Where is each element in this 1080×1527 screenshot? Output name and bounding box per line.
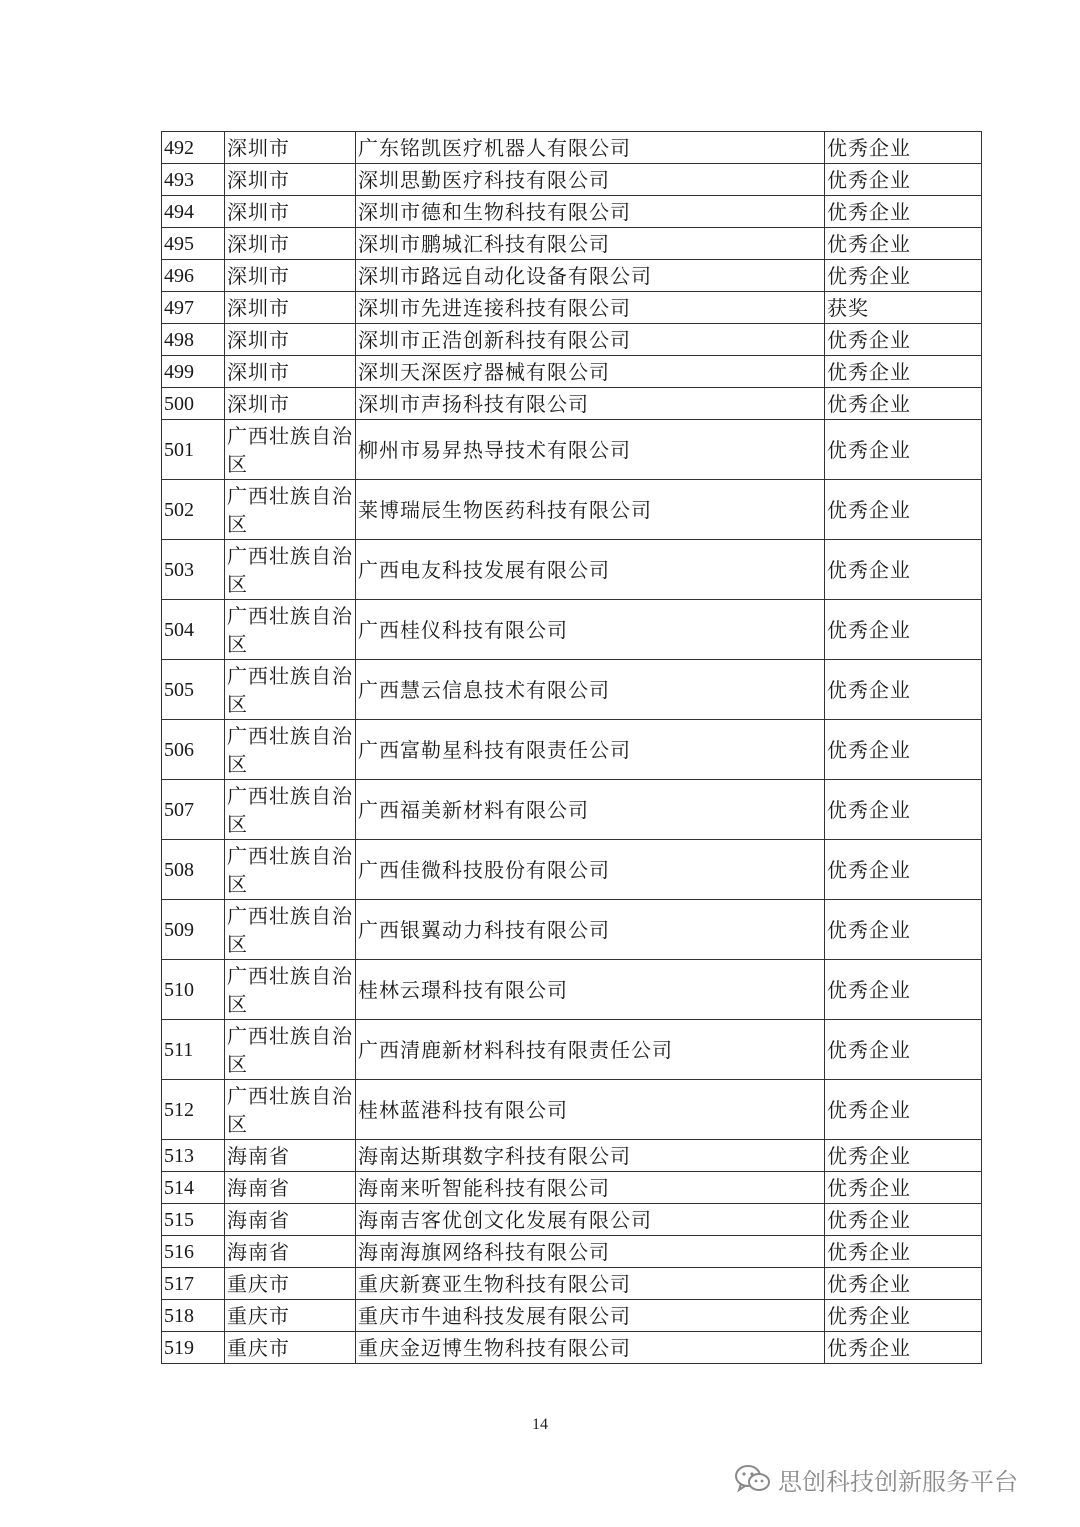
award-cell: 优秀企业 (825, 1300, 982, 1332)
table-row (162, 1020, 982, 1080)
table-row (162, 388, 982, 420)
region-cell: 海南省 (225, 1204, 356, 1236)
table-row (162, 600, 982, 660)
company-name-cell: 重庆市牛迪科技发展有限公司 (356, 1300, 825, 1332)
company-name-cell: 深圳市德和生物科技有限公司 (356, 196, 825, 228)
table-row (162, 1268, 982, 1300)
company-name-cell: 深圳思勤医疗科技有限公司 (356, 164, 825, 196)
row-number-cell: 504 (162, 600, 225, 660)
region-cell: 重庆市 (225, 1332, 356, 1364)
region-cell: 广西壮族自治区 (225, 1020, 356, 1080)
region-cell: 广西壮族自治区 (225, 780, 356, 840)
award-cell: 优秀企业 (825, 1020, 982, 1080)
company-name-cell: 广西慧云信息技术有限公司 (356, 660, 825, 720)
table-row (162, 1236, 982, 1268)
row-number-cell: 506 (162, 720, 225, 780)
award-cell: 优秀企业 (825, 388, 982, 420)
region-cell: 海南省 (225, 1236, 356, 1268)
region-cell: 重庆市 (225, 1268, 356, 1300)
award-cell: 获奖 (825, 292, 982, 324)
company-name-cell: 广西福美新材料有限公司 (356, 780, 825, 840)
row-number-cell: 507 (162, 780, 225, 840)
row-number-cell: 513 (162, 1140, 225, 1172)
company-name-cell: 深圳市先进连接科技有限公司 (356, 292, 825, 324)
table-row (162, 164, 982, 196)
region-cell: 广西壮族自治区 (225, 480, 356, 540)
region-cell: 广西壮族自治区 (225, 420, 356, 480)
row-number-cell: 505 (162, 660, 225, 720)
row-number-cell: 508 (162, 840, 225, 900)
award-cell: 优秀企业 (825, 480, 982, 540)
table-row (162, 1080, 982, 1140)
company-name-cell: 广西电友科技发展有限公司 (356, 540, 825, 600)
watermark-text: 思创科技创新服务平台 (778, 1467, 1018, 1496)
row-number-cell: 492 (162, 132, 225, 164)
region-cell: 深圳市 (225, 228, 356, 260)
region-cell: 广西壮族自治区 (225, 600, 356, 660)
row-number-cell: 515 (162, 1204, 225, 1236)
award-cell: 优秀企业 (825, 228, 982, 260)
row-number-cell: 493 (162, 164, 225, 196)
region-cell: 广西壮族自治区 (225, 1080, 356, 1140)
company-name-cell: 海南达斯琪数字科技有限公司 (356, 1140, 825, 1172)
company-name-cell: 深圳市鹏城汇科技有限公司 (356, 228, 825, 260)
table-row (162, 356, 982, 388)
award-cell: 优秀企业 (825, 1236, 982, 1268)
region-cell: 广西壮族自治区 (225, 660, 356, 720)
region-cell: 深圳市 (225, 292, 356, 324)
row-number-cell: 494 (162, 196, 225, 228)
row-number-cell: 497 (162, 292, 225, 324)
row-number-cell: 498 (162, 324, 225, 356)
award-cell: 优秀企业 (825, 900, 982, 960)
company-name-cell: 海南海旗网络科技有限公司 (356, 1236, 825, 1268)
company-name-cell: 广西佳微科技股份有限公司 (356, 840, 825, 900)
company-name-cell: 广西富勒星科技有限责任公司 (356, 720, 825, 780)
award-cell: 优秀企业 (825, 1332, 982, 1364)
table-row (162, 228, 982, 260)
award-cell: 优秀企业 (825, 260, 982, 292)
table-row (162, 900, 982, 960)
row-number-cell: 516 (162, 1236, 225, 1268)
row-number-cell: 496 (162, 260, 225, 292)
company-name-cell: 海南来听智能科技有限公司 (356, 1172, 825, 1204)
award-cell: 优秀企业 (825, 132, 982, 164)
row-number-cell: 501 (162, 420, 225, 480)
row-number-cell: 519 (162, 1332, 225, 1364)
row-number-cell: 511 (162, 1020, 225, 1080)
award-cell: 优秀企业 (825, 356, 982, 388)
row-number-cell: 503 (162, 540, 225, 600)
company-name-cell: 广西清鹿新材料科技有限责任公司 (356, 1020, 825, 1080)
award-cell: 优秀企业 (825, 960, 982, 1020)
wechat-icon (734, 1464, 772, 1494)
award-cell: 优秀企业 (825, 720, 982, 780)
region-cell: 海南省 (225, 1140, 356, 1172)
row-number-cell: 502 (162, 480, 225, 540)
table-row (162, 1204, 982, 1236)
awards-table-body (162, 132, 982, 1364)
company-name-cell: 桂林蓝港科技有限公司 (356, 1080, 825, 1140)
row-number-cell: 495 (162, 228, 225, 260)
region-cell: 深圳市 (225, 388, 356, 420)
row-number-cell: 514 (162, 1172, 225, 1204)
company-name-cell: 海南吉客优创文化发展有限公司 (356, 1204, 825, 1236)
award-cell: 优秀企业 (825, 1080, 982, 1140)
award-cell: 优秀企业 (825, 660, 982, 720)
company-name-cell: 广东铭凯医疗机器人有限公司 (356, 132, 825, 164)
region-cell: 深圳市 (225, 324, 356, 356)
row-number-cell: 518 (162, 1300, 225, 1332)
region-cell: 深圳市 (225, 164, 356, 196)
table-row (162, 1140, 982, 1172)
company-name-cell: 深圳市正浩创新科技有限公司 (356, 324, 825, 356)
region-cell: 广西壮族自治区 (225, 840, 356, 900)
table-row (162, 540, 982, 600)
awards-table (161, 131, 982, 1364)
region-cell: 广西壮族自治区 (225, 540, 356, 600)
region-cell: 海南省 (225, 1172, 356, 1204)
table-row (162, 720, 982, 780)
table-row (162, 292, 982, 324)
region-cell: 深圳市 (225, 132, 356, 164)
region-cell: 深圳市 (225, 196, 356, 228)
award-cell: 优秀企业 (825, 164, 982, 196)
row-number-cell: 499 (162, 356, 225, 388)
row-number-cell: 512 (162, 1080, 225, 1140)
row-number-cell: 517 (162, 1268, 225, 1300)
award-cell: 优秀企业 (825, 1172, 982, 1204)
region-cell: 重庆市 (225, 1300, 356, 1332)
award-cell: 优秀企业 (825, 1268, 982, 1300)
table-row (162, 196, 982, 228)
row-number-cell: 500 (162, 388, 225, 420)
award-cell: 优秀企业 (825, 1204, 982, 1236)
award-cell: 优秀企业 (825, 840, 982, 900)
table-row (162, 420, 982, 480)
award-cell: 优秀企业 (825, 600, 982, 660)
table-row (162, 780, 982, 840)
table-row (162, 480, 982, 540)
row-number-cell: 509 (162, 900, 225, 960)
region-cell: 深圳市 (225, 260, 356, 292)
company-name-cell: 广西银翼动力科技有限公司 (356, 900, 825, 960)
table-row (162, 1332, 982, 1364)
company-name-cell: 广西桂仪科技有限公司 (356, 600, 825, 660)
company-name-cell: 桂林云璟科技有限公司 (356, 960, 825, 1020)
table-row (162, 260, 982, 292)
award-cell: 优秀企业 (825, 324, 982, 356)
table-row (162, 960, 982, 1020)
company-name-cell: 深圳天深医疗器械有限公司 (356, 356, 825, 388)
award-cell: 优秀企业 (825, 1140, 982, 1172)
award-cell: 优秀企业 (825, 780, 982, 840)
row-number-cell: 510 (162, 960, 225, 1020)
company-name-cell: 柳州市易昇热导技术有限公司 (356, 420, 825, 480)
company-name-cell: 深圳市声扬科技有限公司 (356, 388, 825, 420)
wechat-watermark (734, 1462, 1018, 1496)
region-cell: 广西壮族自治区 (225, 900, 356, 960)
award-cell: 优秀企业 (825, 196, 982, 228)
company-name-cell: 莱博瑞辰生物医药科技有限公司 (356, 480, 825, 540)
award-cell: 优秀企业 (825, 540, 982, 600)
region-cell: 广西壮族自治区 (225, 960, 356, 1020)
table-row (162, 1172, 982, 1204)
award-cell: 优秀企业 (825, 420, 982, 480)
page-number: 14 (532, 1416, 548, 1433)
company-name-cell: 重庆新赛亚生物科技有限公司 (356, 1268, 825, 1300)
table-row (162, 840, 982, 900)
region-cell: 广西壮族自治区 (225, 720, 356, 780)
table-row (162, 132, 982, 164)
company-name-cell: 深圳市路远自动化设备有限公司 (356, 260, 825, 292)
region-cell: 深圳市 (225, 356, 356, 388)
table-row (162, 324, 982, 356)
company-name-cell: 重庆金迈博生物科技有限公司 (356, 1332, 825, 1364)
table-row (162, 1300, 982, 1332)
table-row (162, 660, 982, 720)
